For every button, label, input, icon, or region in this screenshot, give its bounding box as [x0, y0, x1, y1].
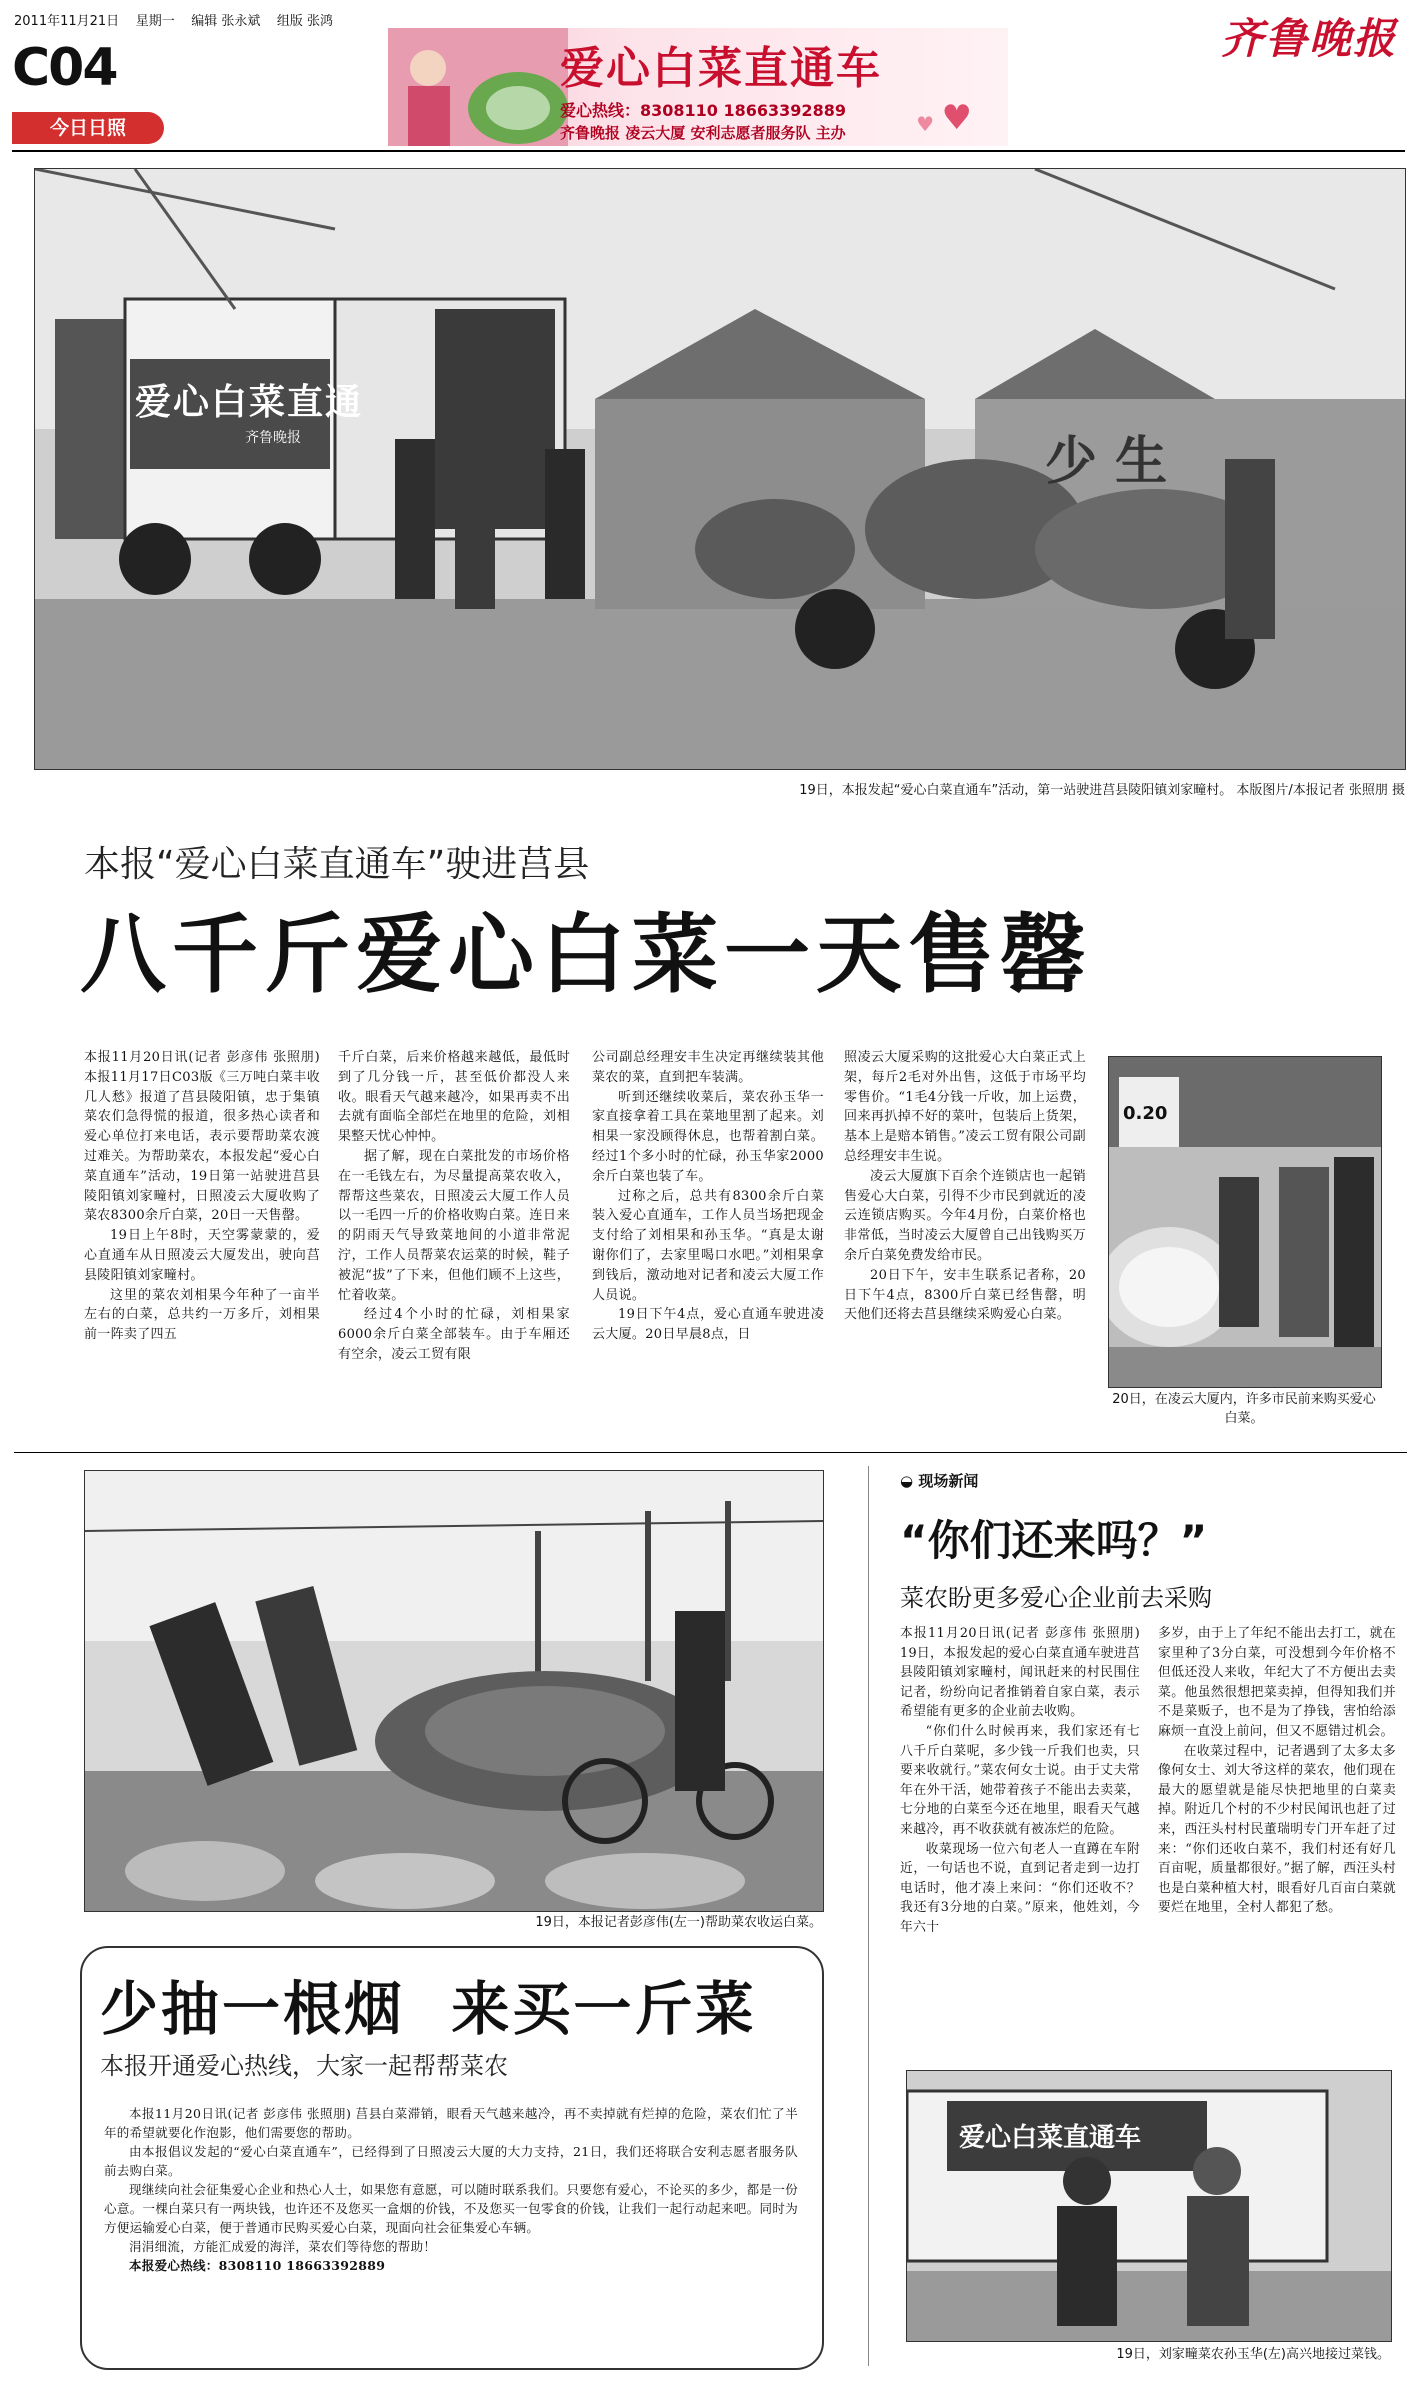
box-paragraph: 涓涓细流，方能汇成爱的海洋，菜农们等待您的帮助！ [129, 2239, 437, 2254]
story-paragraph: 经过4个小时的忙碌，刘相果家6000余斤白菜全部装车。由于车厢还有空余，凌云工贸有限 [338, 1307, 570, 1362]
side-paragraph: 本报11月20日讯(记者 彭彦伟 张照朋) 19日，本报发起的爱心白菜直通车驶进莒县陵阳镇刘家疃村，闻讯赶来的村民围住记者，纷纷向记者推销着自家白菜，表示希望能有更多的企业前去收购。 [900, 1626, 1140, 1720]
story-paragraph: 本报11月20日讯(记者 彭彦伟 张照朋) 本报11月17日C03版《三万吨白菜丰收几人愁》报道了莒县陵阳镇，忠于集镇菜农们急得慌的报道，很多热心读者和爱心单位打来电话，表示要帮助菜农渡过难关。为帮助菜农，本报发起“爱心白菜直通车”活动，19日第一站驶进莒县陵阳镇刘家疃村，日照凌云大厦收购了菜农8300余斤白菜，20日一天售罄。 [84, 1050, 320, 1224]
date-line [14, 10, 333, 29]
story-paragraph: 19日下午4点，爱心直通车驶进凌云大厦。20日早晨8点，日 [592, 1307, 824, 1343]
story-column-4 [844, 1048, 1086, 1434]
side-column-1 [900, 1624, 1140, 2056]
top-photo [34, 168, 1406, 770]
supermarket-photo [1108, 1056, 1382, 1388]
harvest-photo [84, 1470, 824, 1912]
story-paragraph: 听到还继续收菜后，菜农孙玉华一家直接拿着工具在菜地里割了起来。刘相果一家没顾得休息，也帮着割白菜。经过1个多小时的忙碌，孙玉华家2000余斤白菜也装了车。 [592, 1089, 824, 1184]
story-paragraph: 据了解，现在白菜批发的市场价格在一毛钱左右，为尽量提高菜农收入，帮帮这些菜农，日照凌云大厦工作人员以一毛四一斤的价格收购白菜。连日来的阴雨天气导致菜地间的小道非常泥泞，工作人员帮菜农运菜的时候，鞋子被泥“拔”了下来，但他们顾不上这些，忙着收菜。 [338, 1148, 570, 1303]
issue-weekday: 星期一 [135, 14, 175, 29]
box-subhead: 本报开通爱心热线，大家一起帮帮菜农 [100, 2052, 508, 2080]
heart-icon: ♥ [916, 112, 934, 136]
section-divider [14, 1452, 1407, 1453]
side-paragraph: 在收菜过程中，记者遇到了太多太多像何女士、刘大爷这样的菜农，他们现在最大的愿望就是能尽快把地里的白菜卖掉。附近几个村的不少村民闻讯也赶了过来，西汪头村村民董瑞明专门开车赶了过来：“你们还收白菜不，我们村还有好几百亩呢，质量都很好。”据了解，西汪头村也是白菜种植大村，眼看好几百亩白菜就要烂在地里，全村人都犯了愁。 [1158, 1743, 1396, 1916]
banner-illustration [388, 28, 568, 146]
handshake-truck-sign: 爱心白菜直通车 [959, 2123, 1142, 2153]
masthead-rule [12, 150, 1405, 152]
story-paragraph: 千斤白菜，后来价格越来越低，最低时到了几分钱一斤，甚至低价都没人来收。眼看天气越来越冷，如果再卖不出去就有面临全部烂在地里的危险，刘相果整天忧心忡忡。 [338, 1050, 570, 1145]
banner-title: 爱心白菜直通车 [560, 43, 882, 94]
side-headline: “你们还来吗？” [900, 1516, 1208, 1565]
story-paragraph: 照凌云大厦采购的这批爱心大白菜正式上架，每斤2毛对外出售，这低于市场平均零售价。“1毛4分钱一斤收，加上运费，回来再扒掉不好的菜叶，包装后上货架，基本上是赔本销售。”凌云工贸有限公司副总经理安丰生说。 [844, 1050, 1086, 1164]
side-subhead: 菜农盼更多爱心企业前去采购 [900, 1584, 1212, 1612]
paper-logo: 齐鲁晚报 [1220, 14, 1397, 63]
heart-icon: ♥ [941, 98, 972, 138]
story-paragraph: 过称之后，总共有8300余斤白菜装入爱心直通车，工作人员当场把现金支付给了刘相果和孙玉华。“真是太谢谢你们了，去家里喝口水吧。”刘相果拿到钱后，激动地对记者和凌云大厦工作人员说。 [592, 1188, 824, 1303]
story-paragraph: 凌云大厦旗下百余个连锁店也一起销售爱心大白菜，引得不少市民到就近的凌云连锁店购买。今年4月份，白菜价格也非常低，当时凌云大厦曾自己出钱购买万余斤白菜免费发给市民。 [844, 1168, 1086, 1263]
truck-sign-sub: 齐鲁晚报 [245, 430, 301, 446]
story-kicker: 本报“爱心白菜直通车”驶进莒县 [84, 844, 590, 885]
page-number: C04 [12, 38, 117, 98]
handshake-photo [906, 2070, 1392, 2342]
box-hotline: 本报爱心热线：8308110 18663392889 [129, 2258, 386, 2273]
issue-date: 2011年11月21日 [14, 14, 120, 29]
layout-credit: 组版 张鸿 [276, 14, 334, 29]
story-paragraph: 公司副总经理安丰生决定再继续装其他菜农的菜，直到把车装满。 [592, 1050, 824, 1085]
box-paragraph: 现继续向社会征集爱心企业和热心人士，如果您有意愿，可以随时联系我们。只要您有爱心，不论买的多少，都是一份心意。一棵白菜只有一两块钱，也许还不及您买一盒烟的价钱，不及您买一包零食的价钱，让我们一起行动起来吧。同时为方便运输爱心白菜，便于普通市民购买爱心白菜，现面向社会征集爱心车辆。 [104, 2182, 798, 2235]
box-paragraph: 本报11月20日讯(记者 彭彦伟 张照朋) 莒县白菜滞销，眼看天气越来越冷，再不卖掉就有烂掉的危险，菜农们忙了半年的希望就要化作泡影，他们需要您的帮助。 [104, 2106, 798, 2140]
section-badge: 今日日照 [12, 112, 164, 144]
banner-organizers: 齐鲁晚报 凌云大厦 安利志愿者服务队 主办 [560, 124, 846, 142]
story-column-2 [338, 1048, 570, 1434]
side-paragraph: 收菜现场一位六旬老人一直蹲在车附近，一句话也不说，直到记者走到一边打电话时，他才凑上来问：“你们还收不？我还有3分地的白菜。”原来，他姓刘，今年六十 [900, 1841, 1140, 1935]
harvest-photo-caption: 19日，本报记者彭彦伟(左一)帮助菜农收运白菜。 [535, 1915, 822, 1930]
supermarket-photo-caption: 20日，在凌云大厦内，许多市民前来购买爱心白菜。 [1112, 1392, 1376, 1426]
campaign-banner [388, 28, 1008, 146]
side-paragraph: “你们什么时候再来，我们家还有七八千斤白菜呢，多少钱一斤我们也卖，只要来收就行。”菜农何女士说。由于丈夫常年在外干活，她带着孩子不能出去卖菜，七分地的白菜至今还在地里，眼看天气越来越冷，再不收获就有被冻烂的危险。 [900, 1723, 1140, 1837]
handshake-photo-caption: 19日，刘家疃菜农孙玉华(左)高兴地接过菜钱。 [1116, 2347, 1390, 2362]
news-label-text: 现场新闻 [918, 1472, 979, 1490]
banner-hotline: 爱心热线：8308110 18663392889 [560, 101, 846, 120]
wall-text: 少 生 [1045, 432, 1168, 492]
story-headline: 八千斤爱心白菜一天售罄 [80, 905, 1092, 1005]
box-headline: 少抽一根烟 来买一斤菜 [100, 1975, 757, 2043]
story-column-3 [592, 1048, 824, 1434]
side-column-2 [1158, 1624, 1396, 2056]
story-paragraph: 这里的菜农刘相果今年种了一亩半左右的白菜，总共约一万多斤，刘相果前一阵卖了四五 [84, 1287, 320, 1343]
editor-credit: 编辑 张永斌 [191, 14, 261, 29]
story-paragraph: 19日上午8时，天空雾蒙蒙的，爱心直通车从日照凌云大厦发出，驶向莒县陵阳镇刘家疃村。 [84, 1228, 320, 1283]
side-paragraph: 多岁，由于上了年纪不能出去打工，就在家里种了3分白菜，可没想到今年价格不但低还没人来收，年纪大了不方便出去卖菜。他虽然很想把菜卖掉，但得知我们并不是菜贩子，也不是为了挣钱，害怕给添麻烦一直没上前问，但又不愿错过机会。 [1158, 1626, 1396, 1739]
truck-sign: 爱心白菜直通 [135, 382, 364, 423]
column-divider [868, 1466, 869, 2366]
story-column-1 [84, 1048, 320, 1434]
box-body [104, 2104, 798, 2344]
box-paragraph: 由本报倡议发起的“爱心白菜直通车”，已经得到了日照凌云大厦的大力支持，21日，我们还将联合安利志愿者服务队前去购白菜。 [104, 2144, 798, 2178]
camera-icon: ◒ [900, 1472, 914, 1490]
price-tag: 0.20 [1123, 1103, 1168, 1124]
top-photo-caption: 19日，本报发起“爱心白菜直通车”活动，第一站驶进莒县陵阳镇刘家疃村。 本版图片/本报记者 张照朋 摄 [799, 783, 1405, 798]
story-paragraph: 20日下午，安丰生联系记者称，20日下午4点，8300斤白菜已经售罄，明天他们还将去莒县继续采购爱心白菜。 [844, 1267, 1086, 1323]
news-label [900, 1470, 978, 1491]
